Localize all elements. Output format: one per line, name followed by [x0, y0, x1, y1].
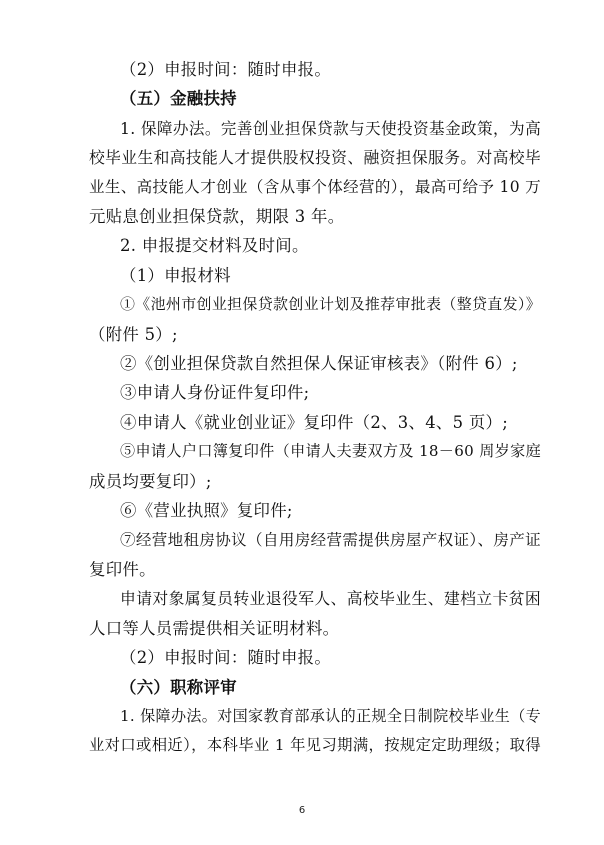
text-line: 业对口或相近），本科毕业 1 年见习期满，按规定定助理级；取得: [89, 736, 541, 755]
section-heading: （五）金融扶持: [120, 89, 237, 109]
text-line: ⑤申请人户口簿复印件（申请人夫妻双方及 18－60 周岁家庭: [120, 442, 541, 461]
text-line: ②《创业担保贷款自然担保人保证审核表》（附件 6）;: [120, 354, 518, 374]
text-line: 校毕业生和高技能人才提供股权投资、融资担保服务。对高校毕: [89, 148, 541, 168]
document-body: [89, 55, 541, 761]
text-line: ④申请人《就业创业证》复印件（2、3、4、5 页）;: [120, 412, 509, 432]
text-line: 1. 保障办法。完善创业担保贷款与天使投资基金政策，为高: [120, 118, 541, 138]
text-line: （2）申报时间：随时申报。: [120, 648, 332, 668]
text-line: （1）申报材料: [120, 265, 231, 285]
text-line: 2. 申报提交材料及时间。: [120, 236, 309, 256]
text-line: 申请对象属复员转业退役军人、高校毕业生、建档立卡贫困: [120, 589, 541, 609]
text-line: （2）申报时间：随时申报。: [120, 60, 332, 79]
text-line: ⑥《营业执照》复印件;: [120, 501, 293, 521]
text-line: 人口等人员需提供相关证明材料。: [89, 618, 340, 638]
text-line: 业生、高技能人才创业（含从事个体经营的），最高可给予 10 万: [89, 177, 541, 196]
text-line: 复印件。: [89, 559, 156, 579]
text-line: （附件 5）;: [89, 324, 178, 344]
text-line: ③申请人身份证件复印件;: [120, 383, 310, 403]
text-line: 元贴息创业担保贷款，期限 3 年。: [89, 207, 345, 227]
text-line: 成员均要复印）;: [89, 471, 212, 491]
text-line: ⑦经营地租房协议（自用房经营需提供房屋产权证）、房产证: [120, 530, 541, 549]
section-heading: （六）职称评审: [120, 677, 237, 697]
page-number: 6: [298, 805, 306, 816]
text-line: 1. 保障办法。对国家教育部承认的正规全日制院校毕业生（专: [120, 706, 541, 725]
text-line: ①《池州市创业担保贷款创业计划及推荐审批表（整贷直发）》: [120, 295, 541, 314]
